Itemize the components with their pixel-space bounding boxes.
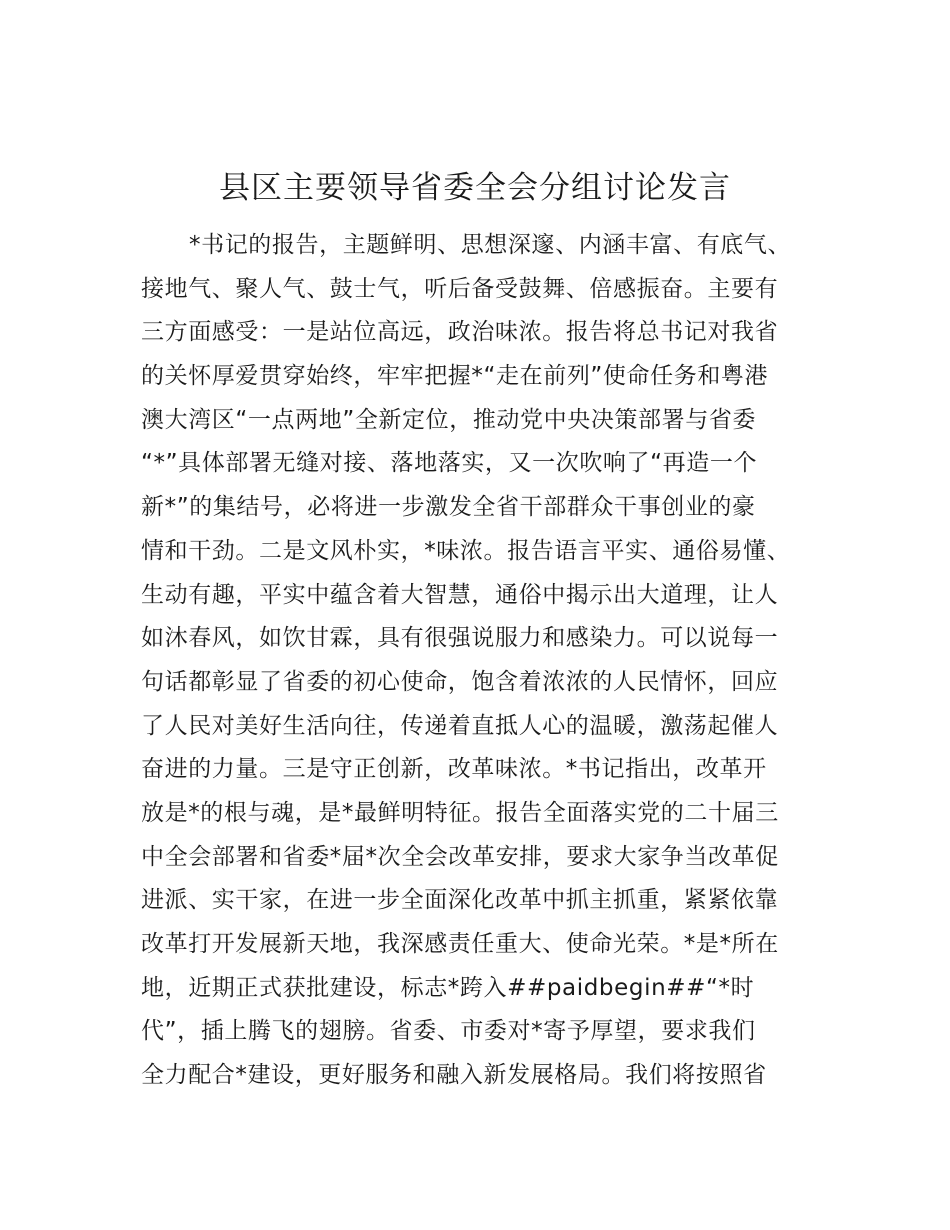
body-line: “*”具体部署无缝对接、落地落实，又一次吹响了“再造一个 bbox=[141, 450, 758, 477]
body-line: *书记的报告，主题鲜明、思想深邃、内涵丰富、有底气、 bbox=[189, 232, 792, 258]
document-body bbox=[141, 224, 841, 1098]
body-line: 生动有趣，平实中蕴含着大智慧，通俗中揭示出大道理，让人 bbox=[141, 581, 779, 608]
body-line: 新*”的集结号，必将进一步激发全省干部群众干事创业的豪 bbox=[141, 494, 756, 521]
document-title: 县区主要领导省委全会分组讨论发言 bbox=[219, 170, 731, 206]
body-line: 的关怀厚爱贯穿始终，牢牢把握*“走在前列”使命任务和粤港 bbox=[141, 363, 769, 390]
body-line: 澳大湾区“一点两地”全新定位，推动党中央决策部署与省委 bbox=[141, 406, 757, 433]
body-line: 改革打开发展新天地，我深感责任重大、使命光荣。*是*所在 bbox=[141, 931, 779, 957]
body-line: 了人民对美好生活向往，传递着直抵人心的温暖，激荡起催人 bbox=[141, 712, 779, 739]
body-line: 情和干劲。二是文风朴实，*味浓。报告语言平实、通俗易懂、 bbox=[141, 537, 791, 564]
body-line: 中全会部署和省委*届*次全会改革安排，要求大家争当改革促 bbox=[141, 843, 779, 870]
body-line: 接地气、聚人气、鼓士气，听后备受鼓舞、倍感振奋。主要有 bbox=[141, 275, 779, 302]
body-line: 句话都彰显了省委的初心使命，饱含着浓浓的人民情怀，回应 bbox=[141, 668, 779, 695]
body-line: 进派、实干家，在进一步全面深化改革中抓主抓重，紧紧依靠 bbox=[141, 887, 779, 914]
body-line: 放是*的根与魂，是*最鲜明特征。报告全面落实党的二十届三 bbox=[141, 799, 779, 826]
body-line: 三方面感受：一是站位高远，政治味浓。报告将总书记对我省 bbox=[141, 319, 779, 346]
body-line: 奋进的力量。三是守正创新，改革味浓。*书记指出，改革开 bbox=[141, 756, 767, 783]
body-line: 地，近期正式获批建设，标志*跨入##paidbegin##“*时 bbox=[141, 974, 755, 1001]
body-line: 代”，插上腾飞的翅膀。省委、市委对*寄予厚望，要求我们 bbox=[141, 1018, 756, 1045]
body-line: 全力配合*建设，更好服务和融入新发展格局。我们将按照省 bbox=[141, 1062, 767, 1089]
body-line: 如沐春风，如饮甘霖，具有很强说服力和感染力。可以说每一 bbox=[141, 625, 779, 652]
